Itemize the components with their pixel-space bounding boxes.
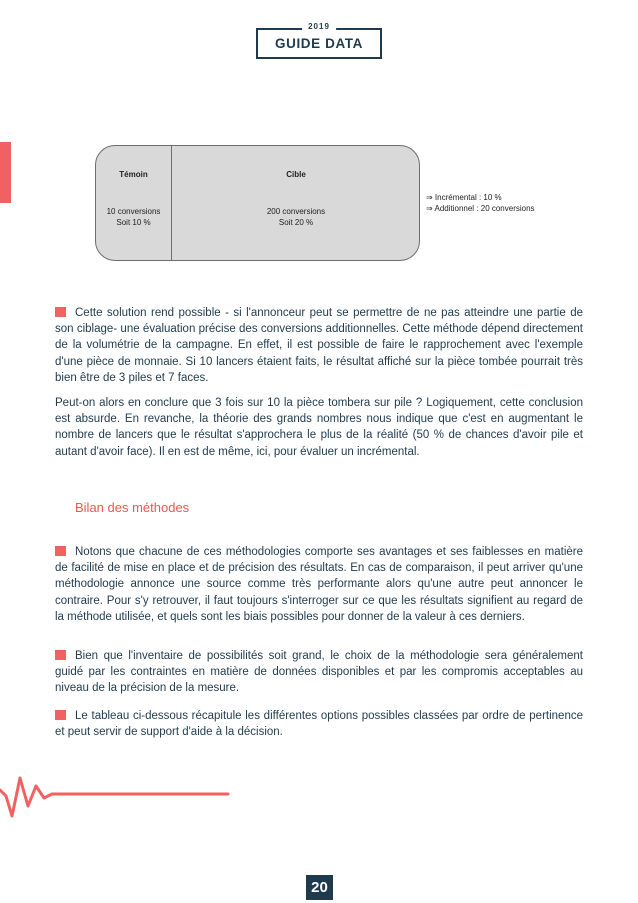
heartbeat-line-icon	[0, 768, 240, 828]
temoin-rate: Soit 10 %	[116, 218, 151, 227]
diagram-divider	[171, 146, 172, 260]
side-accent-bar	[0, 142, 11, 203]
paragraph-2: Peut-on alors en conclure que 3 fois sur 10 la pièce tombera sur pile ? Logiquement, cette conclusion est absurde. En revanche, la théorie des grands nombres nous indique que c'est en augmentant le nombre de lancers que le résultat s'approchera le plus de la réalité (50 % de chances d'avoir pile et autant d'avoir face). Il en est de même, ici, pour évaluer un incrémental.	[55, 397, 583, 458]
cible-title: Cible	[286, 170, 306, 179]
cible-rate: Soit 20 %	[278, 218, 314, 227]
header-title: GUIDE DATA	[275, 36, 363, 51]
paragraph-4-text: Bien que l'inventaire de possibilités soit grand, le choix de la méthodologie sera généralement guidé par les contraintes en matière de données disponibles et par les compromis acceptables au niveau de la précision de la mesure.	[55, 650, 583, 695]
bullet-square-icon	[55, 650, 66, 660]
paragraph-3	[55, 544, 583, 625]
bullet-square-icon	[55, 710, 66, 720]
bullet-square-icon	[55, 546, 66, 556]
temoin-conversions: 10 conversions	[106, 207, 161, 216]
bullet-square-icon	[55, 307, 66, 317]
comparison-diagram	[95, 145, 420, 261]
page-number: 20	[306, 875, 333, 900]
header-year: 2019	[302, 22, 336, 31]
section-title: Bilan des méthodes	[75, 500, 190, 515]
paragraph-4	[55, 648, 583, 697]
header-badge	[256, 22, 382, 59]
paragraph-1	[55, 305, 583, 386]
cible-values	[172, 206, 420, 228]
temoin-values	[96, 206, 171, 228]
additional-note: ⇒ Additionnel : 20 conversions	[426, 204, 535, 213]
incremental-note: ⇒ Incrémental : 10 %	[426, 193, 502, 202]
paragraph-1-text: Cette solution rend possible - si l'annonceur peut se permettre de ne pas atteindre une partie de son ciblage- une évaluation précise des conversions additionnelles. Cette méthode dépend directement de la volumétrie de la campagne. En effet, il est possible de faire le rapprochement avec l'exemple d'une pièce de monnaie. Si 10 lancers étaient faits, le résultat affiché sur la pièce tombée pourrait très bien être de 3 piles et 7 faces.	[55, 307, 583, 384]
paragraph-3-text: Notons que chacune de ces méthodologies comporte ses avantages et ses faiblesses en matière de facilité de mise en place et de précision des résultats. En cas de comparaison, il peut arriver qu'une méthodologie annonce une source comme très performante alors qu'une autre peut annoncer le contraire. Pour s'y retrouver, il faut toujours s'interroger sur ce que les résultats signifient au regard de la méthode utilisée, et quels sont les biais possibles pour donner de la valeur à ces derniers.	[55, 546, 583, 623]
paragraph-5	[55, 708, 583, 740]
paragraph-5-text: Le tableau ci-dessous récapitule les différentes options possibles classées par ordre de pertinence et peut servir de support d'aide à la décision.	[55, 710, 583, 739]
cible-conversions: 200 conversions	[266, 207, 326, 216]
temoin-title: Témoin	[119, 170, 148, 179]
